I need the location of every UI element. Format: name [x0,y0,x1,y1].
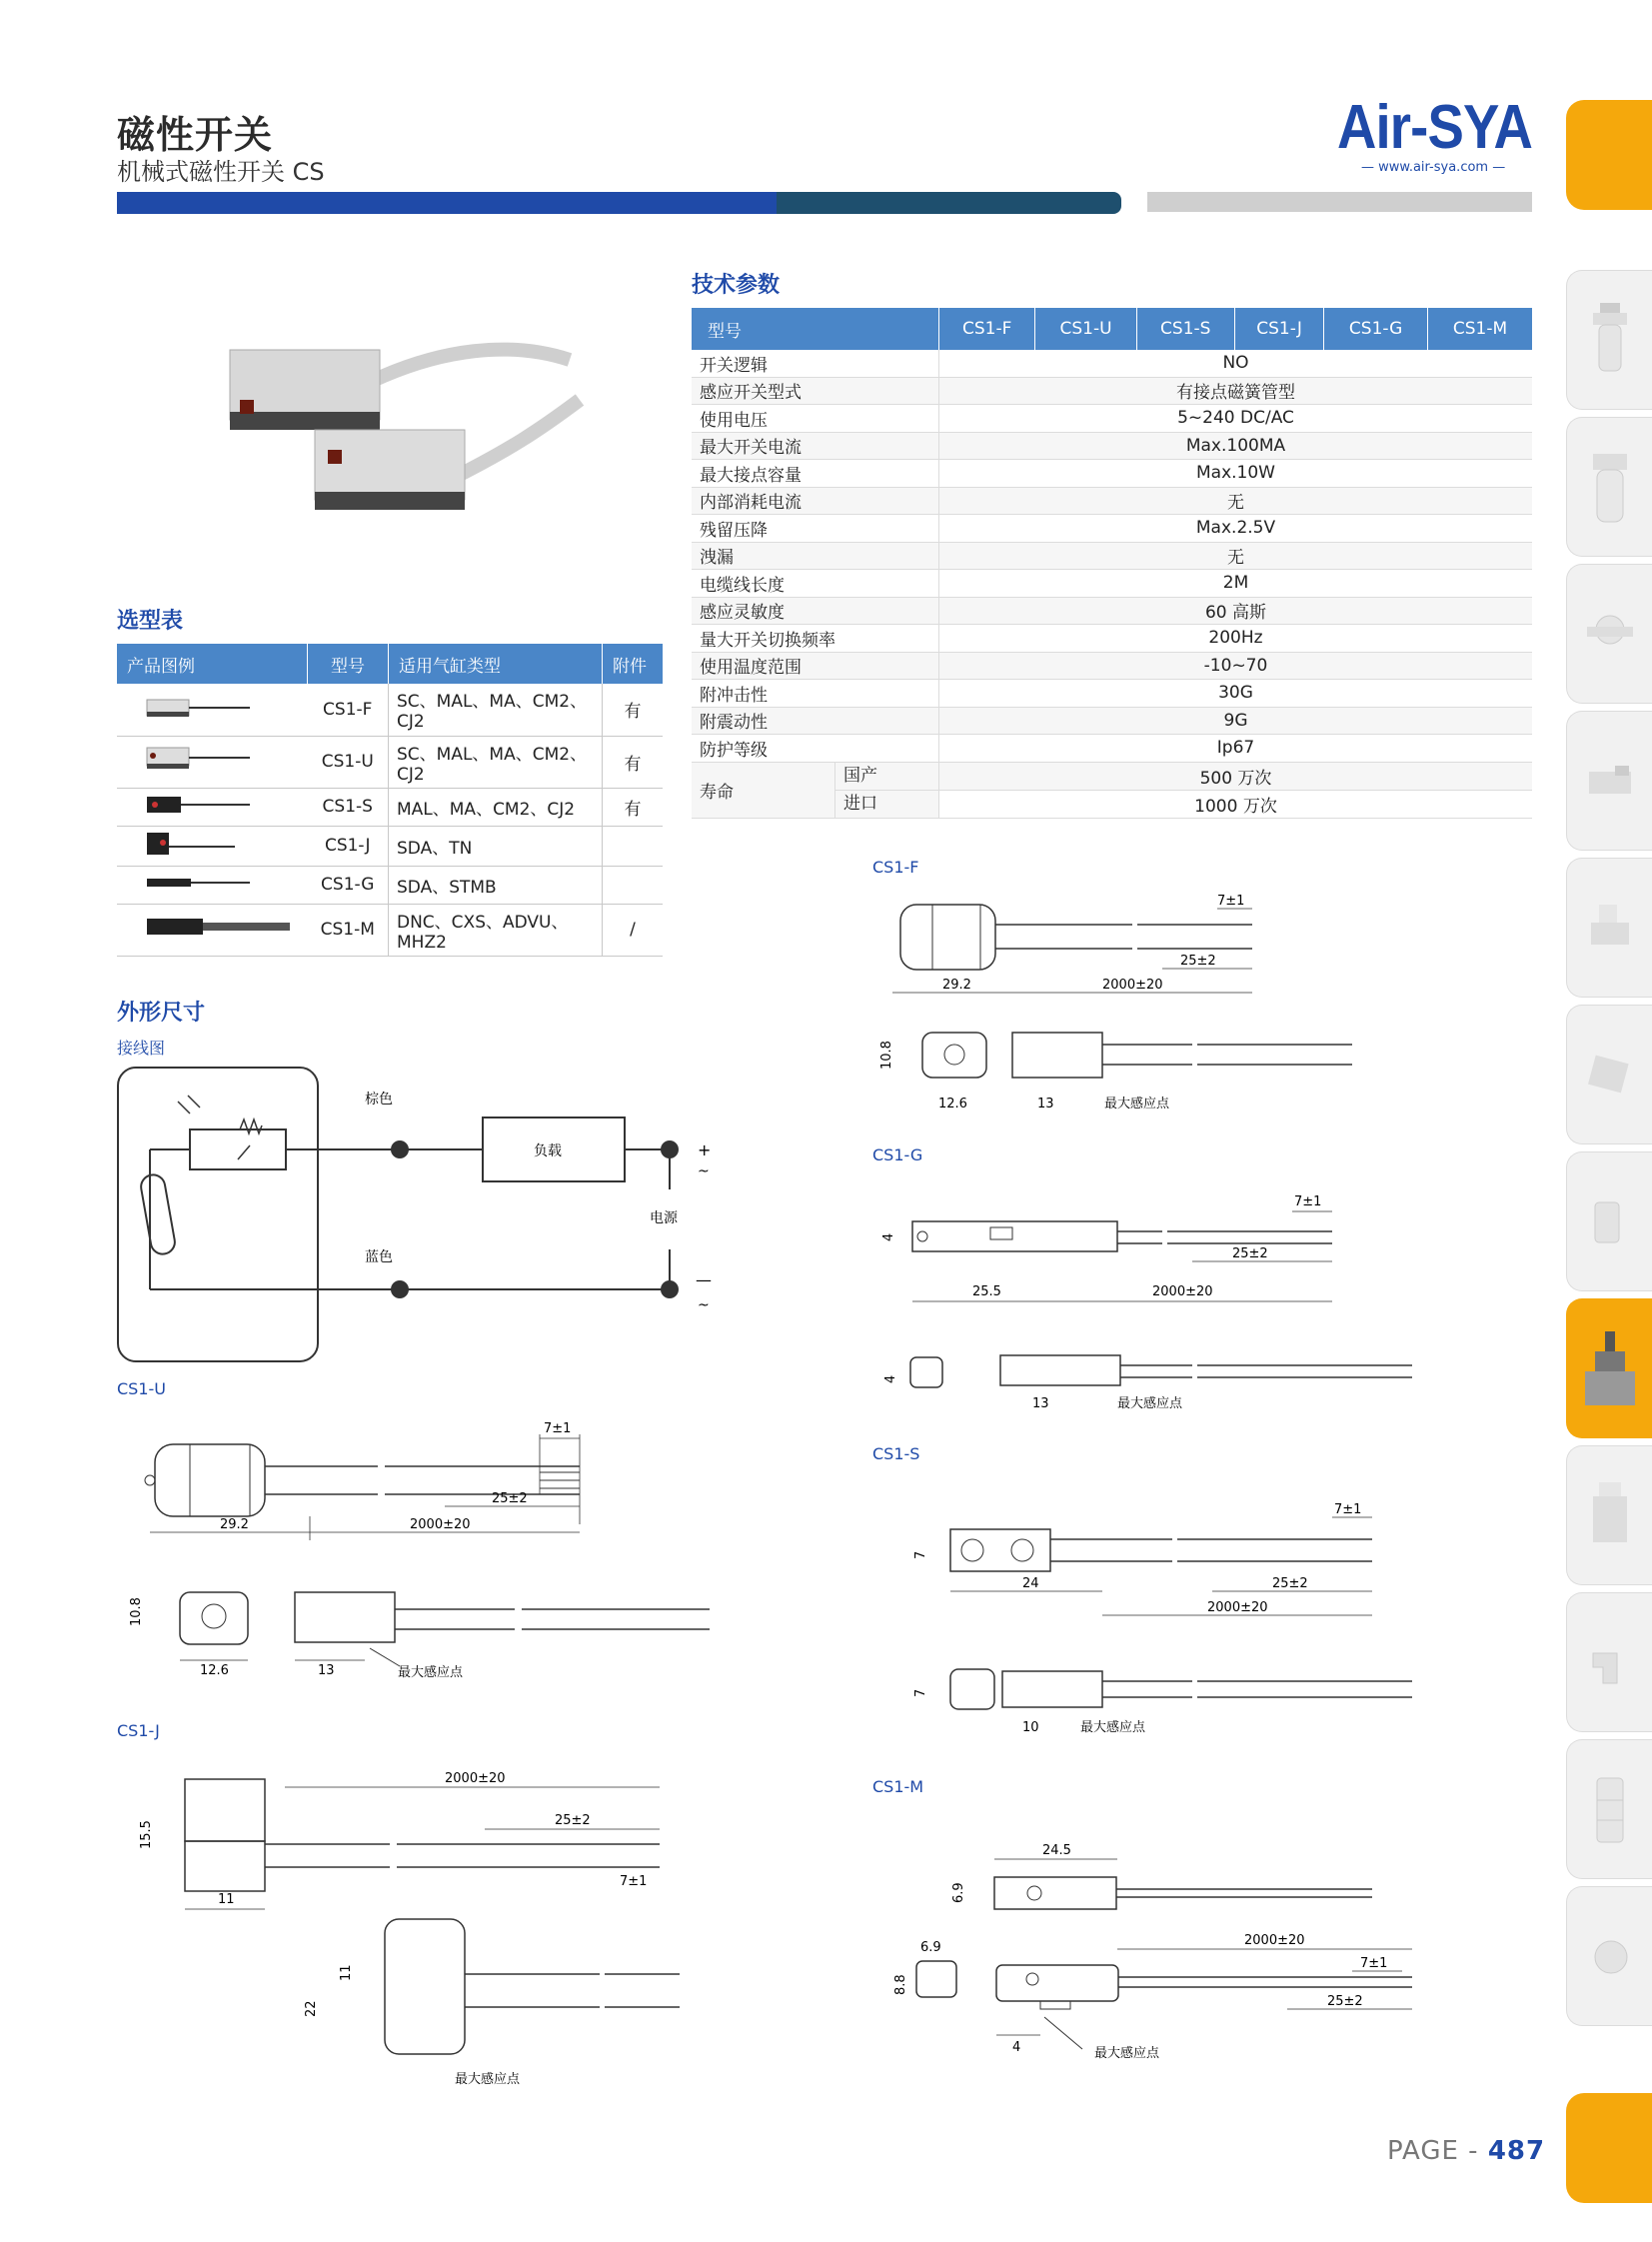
dim-text: 29.2 [220,1517,249,1532]
tech-header: 型号 [692,308,939,350]
cs1m-label: CS1-M [872,1777,924,1796]
dim-text: 2000±20 [445,1771,506,1786]
selection-model: CS1-S [308,788,389,826]
dim-text: 7±1 [544,1421,572,1436]
sense-label: 最大感应点 [1080,1720,1146,1735]
tech-header: CS1-G [1324,308,1428,350]
valve-icon [1585,742,1635,822]
product-image-cs1-m [125,913,295,943]
solenoid-icon [1585,889,1635,969]
lubricator-icon [1585,448,1635,528]
dim-text: 2000±20 [1152,1284,1213,1299]
fitting-icon [1585,1182,1635,1262]
tech-value: 9G [939,707,1533,735]
tech-label: 开关逻辑 [692,350,939,377]
dim-text: 2000±20 [410,1517,471,1532]
page-number [1387,2136,1545,2166]
side-tab-regulator[interactable] [1566,564,1652,704]
dim-text: 7±1 [620,1874,648,1889]
tech-label: 使用电压 [692,405,939,433]
power-label: 电源 [650,1210,678,1226]
selection-header: 产品图例 [117,644,308,684]
tech-label: 附冲击性 [692,680,939,708]
product-photo [210,330,590,540]
tech-value: 无 [939,542,1533,570]
dim-text: 8.8 [893,1974,908,1995]
filter-icon [1585,301,1635,381]
tech-label: 量大开关切换频率 [692,625,939,653]
dim-text: 2000±20 [1207,1600,1268,1615]
dim-text: 15.5 [139,1820,154,1849]
selection-acc: 有 [603,684,664,736]
cs1g-label: CS1-G [872,1145,923,1164]
tech-header: CS1-S [1136,308,1234,350]
dim-text: 11 [339,1964,354,1981]
header-bar-teal [777,192,1121,214]
dim-text: 4 [881,1232,896,1241]
cylinder-icon [1585,1476,1635,1556]
side-tab-solenoid[interactable] [1566,858,1652,998]
cs1m-drawing [872,1839,1432,2069]
tech-label: 最大接点容量 [692,460,939,488]
dim-text: 7±1 [1217,894,1245,909]
page-number-value: 487 [1487,2136,1546,2166]
dim-text: 13 [318,1663,335,1678]
dim-text: 11 [218,1892,235,1907]
tech-label: 残留压降 [692,515,939,543]
dim-text: 10.8 [879,1041,894,1070]
load-label: 负载 [534,1143,562,1159]
dim-text: 7 [913,1550,928,1559]
dim-text: 13 [1032,1396,1049,1411]
tech-value: 500 万次 [939,762,1533,790]
sense-label: 最大感应点 [1117,1396,1183,1411]
dim-text: 4 [883,1374,898,1383]
page-title: 磁性开关 [117,113,274,157]
dim-text: 6.9 [920,1940,941,1955]
dim-text: 24 [1022,1576,1039,1591]
tech-value: 30G [939,680,1533,708]
product-image-cs1-f [125,692,255,722]
header-bar-blue [117,192,777,214]
selection-type: SC、MAL、MA、CM2、CJ2 [389,736,603,788]
tech-sublabel: 进口 [843,793,877,814]
wiring-diagram [110,1060,730,1369]
side-tab-cylinder[interactable] [1566,1445,1652,1585]
cs1s-drawing [872,1469,1432,1759]
product-image-cs1-u [125,742,255,778]
page-tab[interactable] [1566,2093,1652,2203]
tech-label: 感应开关型式 [692,377,939,405]
selection-acc: / [603,904,664,956]
tilde-label: ~ [698,1297,710,1313]
sense-label: 最大感应点 [398,1665,464,1680]
tech-value: Max.100MA [939,432,1533,460]
silencer-icon [1585,1770,1635,1850]
dim-text: 2000±20 [1102,978,1163,993]
tech-label: 附震动性 [692,707,939,735]
dim-text: 24.5 [1042,1843,1071,1858]
product-image-cs1-g [125,873,255,893]
tech-value: 无 [939,487,1533,515]
tech-table [692,308,1532,819]
chapter-tab[interactable] [1566,100,1652,210]
tech-header: CS1-U [1035,308,1136,350]
tech-label: 内部消耗电流 [692,487,939,515]
tech-label: 防护等级 [692,735,939,763]
tech-value: 200Hz [939,625,1533,653]
dim-text: 25±2 [1272,1576,1308,1591]
dim-text: 25±2 [1327,1994,1363,2009]
side-tab-filter[interactable] [1566,270,1652,410]
selection-type: SDA、STMB [389,866,603,904]
selection-model: CS1-G [308,866,389,904]
dim-text: 10.8 [129,1597,144,1626]
tech-label: 寿命 [700,782,734,803]
cs1s-label: CS1-S [872,1444,920,1463]
dim-text: 12.6 [200,1663,229,1678]
tech-value: 60 高斯 [939,597,1533,625]
selection-acc: 有 [603,788,664,826]
selection-type: DNC、CXS、ADVU、MHZ2 [389,904,603,956]
wire-brown-label: 棕色 [365,1092,393,1108]
header-bar-grey [1147,192,1532,212]
tech-label: 感应灵敏度 [692,597,939,625]
selection-model: CS1-J [308,826,389,866]
tech-title: 技术参数 [692,273,781,298]
valve-block-icon [1585,1036,1635,1116]
selection-type: SC、MAL、MA、CM2、CJ2 [389,684,603,736]
tilde-label: ~ [698,1163,710,1179]
tech-sublabel: 国产 [835,763,938,791]
selection-acc [603,866,664,904]
side-tab-gripper[interactable] [1566,1886,1652,2026]
sense-label: 最大感应点 [1104,1097,1170,1112]
wiring-label: 接线图 [117,1039,166,1058]
dimensions-title: 外形尺寸 [117,1001,206,1026]
selection-table [117,644,663,957]
gripper-icon [1585,1917,1635,1997]
tech-label: 使用温度范围 [692,652,939,680]
page-subtitle: 机械式磁性开关 CS [117,158,325,186]
dim-text: 25±2 [555,1813,591,1828]
dim-text: 4 [1012,2040,1021,2055]
selection-acc [603,826,664,866]
dim-text: 13 [1037,1097,1054,1112]
cs1j-drawing [110,1749,730,2109]
dim-text: 7±1 [1334,1502,1362,1517]
page-prefix: PAGE - [1387,2136,1488,2166]
tech-value: 2M [939,570,1533,598]
selection-type: SDA、TN [389,826,603,866]
side-tab-lubricator[interactable] [1566,417,1652,557]
dim-text: 25±2 [1180,954,1216,969]
tech-value: Ip67 [939,735,1533,763]
selection-model: CS1-F [308,684,389,736]
dim-text: 25±2 [492,1491,528,1506]
selection-header: 适用气缸类型 [389,644,603,684]
elbow-icon [1585,1623,1635,1703]
dim-text: 12.6 [938,1097,967,1112]
selection-type: MAL、MA、CM2、CJ2 [389,788,603,826]
tech-value: 有接点磁簧管型 [939,377,1533,405]
side-tab-valve[interactable] [1566,711,1652,851]
tech-header: CS1-F [939,308,1035,350]
selection-model: CS1-U [308,736,389,788]
cs1g-drawing [872,1169,1432,1429]
product-image-cs1-s [125,792,255,818]
tech-value: 1000 万次 [939,790,1533,818]
dim-text: 22 [304,2000,319,2017]
tech-value: Max.2.5V [939,515,1533,543]
cs1f-drawing [872,885,1392,1134]
selection-title: 选型表 [117,609,184,634]
tech-label: 洩漏 [692,542,939,570]
side-tab-fitting[interactable] [1566,1151,1652,1291]
selection-header: 附件 [603,644,664,684]
sense-label: 最大感应点 [1094,2046,1160,2061]
side-tab-elbow[interactable] [1566,1592,1652,1732]
brand-url: — www.air-sya.com — [1361,160,1506,175]
wire-blue-label: 蓝色 [365,1249,393,1265]
dim-text: 25.5 [972,1284,1001,1299]
side-tab-valve-2[interactable] [1566,1005,1652,1144]
tech-value: 5~240 DC/AC [939,405,1533,433]
plus-label: + [698,1140,712,1159]
tech-header: CS1-M [1428,308,1532,350]
dim-text: 7 [913,1688,928,1697]
product-image-cs1-j [125,829,255,859]
sensor-cylinder-icon [1585,1329,1635,1409]
dim-text: 6.9 [951,1882,966,1903]
side-tab-sensor[interactable] [1566,1298,1652,1438]
selection-model: CS1-M [308,904,389,956]
dim-text: 29.2 [942,978,971,993]
brand-logo: Air-SYA [1337,93,1532,162]
dim-text: 2000±20 [1244,1933,1305,1948]
cs1j-label: CS1-J [117,1721,160,1740]
regulator-icon [1585,595,1635,675]
tech-label: 最大开关电流 [692,432,939,460]
selection-acc: 有 [603,736,664,788]
tech-value: NO [939,350,1533,377]
cs1u-drawing [110,1404,730,1704]
selection-header: 型号 [308,644,389,684]
tech-label: 电缆线长度 [692,570,939,598]
dim-text: 7±1 [1360,1956,1388,1971]
cs1f-label: CS1-F [872,858,919,877]
sense-label: 最大感应点 [455,2072,521,2087]
tech-value: -10~70 [939,652,1533,680]
dim-text: 10 [1022,1720,1039,1735]
tech-value: Max.10W [939,460,1533,488]
dim-text: 25±2 [1232,1246,1268,1261]
dim-text: 7±1 [1294,1194,1322,1209]
side-tab-silencer[interactable] [1566,1739,1652,1879]
tech-header: CS1-J [1234,308,1323,350]
minus-label: — [696,1270,712,1289]
cs1u-label: CS1-U [117,1379,166,1398]
